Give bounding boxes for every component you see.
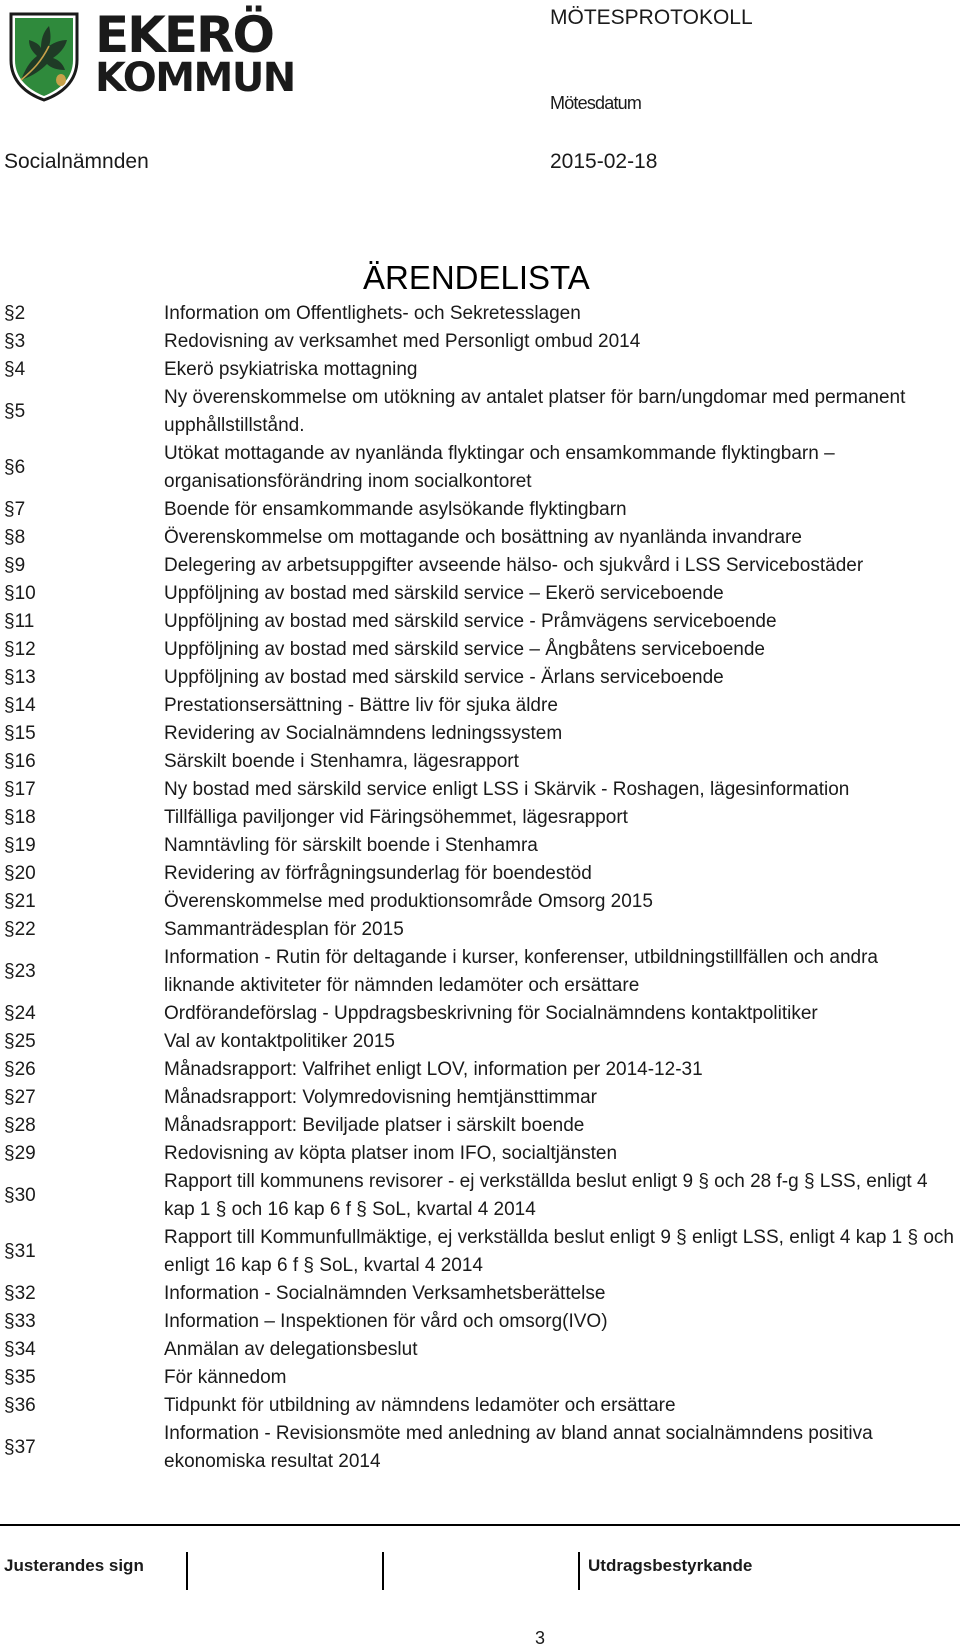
- agenda-item: [0, 1028, 960, 1056]
- paragraph-number: §10: [4, 583, 36, 604]
- agenda-item: [0, 720, 960, 748]
- agenda-item-title: Information - Revisionsmöte med anledning av bland annat socialnämndens positiva ekonomiska resultat 2014: [164, 1423, 873, 1472]
- agenda-item: [0, 664, 960, 692]
- paragraph-number: §34: [4, 1339, 36, 1360]
- agenda-item: [0, 1056, 960, 1084]
- agenda-item-title: För kännedom: [164, 1367, 287, 1388]
- agenda-title: ÄRENDELISTA: [363, 259, 590, 296]
- agenda-item-title: Överenskommelse med produktionsområde Omsorg 2015: [164, 891, 653, 912]
- agenda-item-title: Anmälan av delegationsbeslut: [164, 1339, 418, 1360]
- paragraph-number: §30: [4, 1185, 36, 1206]
- agenda-item: [0, 636, 960, 664]
- agenda-item-title: Särskilt boende i Stenhamra, lägesrapport: [164, 751, 519, 772]
- paragraph-number: §3: [4, 331, 26, 352]
- paragraph-number: §18: [4, 807, 36, 828]
- paragraph-number: §23: [4, 961, 36, 982]
- document-type: MÖTESPROTOKOLL: [550, 6, 753, 29]
- agenda-item-title: Sammanträdesplan för 2015: [164, 919, 404, 940]
- agenda-item: [0, 496, 960, 524]
- agenda-item: [0, 944, 960, 1000]
- extract-certification-label: Utdragsbestyrkande: [588, 1556, 753, 1575]
- agenda-item-title: Information - Socialnämnden Verksamhetsberättelse: [164, 1283, 606, 1304]
- agenda-item-title: Månadsrapport: Valfrihet enligt LOV, information per 2014-12-31: [164, 1059, 703, 1080]
- agenda-item-title: Ny bostad med särskild service enligt LSS i Skärvik - Roshagen, lägesinformation: [164, 779, 850, 800]
- paragraph-number: §13: [4, 667, 36, 688]
- paragraph-number: §16: [4, 751, 36, 772]
- paragraph-number: §2: [4, 303, 26, 324]
- agenda-item-title: Information om Offentlighets- och Sekretesslagen: [164, 303, 581, 324]
- paragraph-number: §20: [4, 863, 36, 884]
- paragraph-number: §8: [4, 527, 26, 548]
- municipality-logo: [7, 6, 295, 102]
- page-number: 3: [535, 1628, 546, 1648]
- agenda-item-title: Uppföljning av bostad med särskild service – Ångbåtens serviceboende: [164, 639, 765, 660]
- meeting-date-label: Mötesdatum: [550, 93, 642, 113]
- paragraph-number: §36: [4, 1395, 36, 1416]
- paragraph-number: §17: [4, 779, 36, 800]
- paragraph-number: §32: [4, 1283, 36, 1304]
- paragraph-number: §27: [4, 1087, 36, 1108]
- agenda-item: [0, 580, 960, 608]
- agenda-item: [0, 1336, 960, 1364]
- agenda-item-title: Rapport till Kommunfullmäktige, ej verkställda beslut enligt 9 § enligt LSS, enligt 4 kap 1 § och enligt 16 kap 6 f § SoL, kvartal 4 2014: [164, 1227, 954, 1276]
- agenda-item-title: Revidering av Socialnämndens ledningssystem: [164, 723, 563, 744]
- signature-label: Justerandes sign: [4, 1556, 144, 1575]
- paragraph-number: §19: [4, 835, 36, 856]
- paragraph-number: §22: [4, 919, 36, 940]
- agenda-item: [0, 1140, 960, 1168]
- agenda-item-title: Prestationsersättning - Bättre liv för sjuka äldre: [164, 695, 558, 716]
- paragraph-number: §26: [4, 1059, 36, 1080]
- agenda-item-title: Val av kontaktpolitiker 2015: [164, 1031, 395, 1052]
- paragraph-number: §24: [4, 1003, 36, 1024]
- agenda-item: [0, 608, 960, 636]
- meeting-date: 2015-02-18: [550, 150, 658, 173]
- agenda-item: [0, 1364, 960, 1392]
- agenda-item-title: Tidpunkt för utbildning av nämndens ledamöter och ersättare: [164, 1395, 676, 1416]
- agenda-item-title: Ordförandeförslag - Uppdragsbeskrivning för Socialnämndens kontaktpolitiker: [164, 1003, 818, 1024]
- paragraph-number: §9: [4, 555, 26, 576]
- agenda-item-title: Månadsrapport: Volymredovisning hemtjänsttimmar: [164, 1087, 597, 1108]
- agenda-item: [0, 1112, 960, 1140]
- paragraph-number: §29: [4, 1143, 36, 1164]
- agenda-item: [0, 1420, 960, 1476]
- agenda-item: [0, 888, 960, 916]
- agenda-item: [0, 692, 960, 720]
- agenda-item: [0, 1084, 960, 1112]
- agenda-item-title: Överenskommelse om mottagande och bosättning av nyanlända invandrare: [164, 527, 802, 548]
- agenda-item: [0, 552, 960, 580]
- agenda-item-title: Revidering av förfrågningsunderlag för boendestöd: [164, 863, 592, 884]
- agenda-item: [0, 1000, 960, 1028]
- logo-line-ekero: EKERÖ: [95, 6, 274, 64]
- agenda-item-title: Uppföljning av bostad med särskild service – Ekerö serviceboende: [164, 583, 724, 604]
- agenda-item: [0, 1168, 960, 1224]
- agenda-item-title: Tillfälliga paviljonger vid Färingsöhemmet, lägesrapport: [164, 807, 628, 828]
- paragraph-number: §14: [4, 695, 36, 716]
- agenda-item: [0, 860, 960, 888]
- agenda-item: [0, 748, 960, 776]
- agenda-item: [0, 916, 960, 944]
- agenda-item-title: Information – Inspektionen för vård och omsorg(IVO): [164, 1311, 608, 1332]
- paragraph-number: §28: [4, 1115, 36, 1136]
- oak-leaf-shield-icon: [7, 10, 81, 102]
- agenda-item-title: Uppföljning av bostad med särskild service - Pråmvägens serviceboende: [164, 611, 777, 632]
- paragraph-number: §15: [4, 723, 36, 744]
- agenda-item: [0, 356, 960, 384]
- agenda-item: [0, 384, 960, 440]
- agenda-item: [0, 776, 960, 804]
- paragraph-number: §5: [4, 401, 26, 422]
- paragraph-number: §11: [4, 611, 35, 632]
- paragraph-number: §33: [4, 1311, 36, 1332]
- agenda-item: [0, 1224, 960, 1280]
- agenda-item-title: Delegering av arbetsuppgifter avseende hälso- och sjukvård i LSS Servicebostäder: [164, 555, 864, 576]
- agenda-item: [0, 832, 960, 860]
- agenda-item: [0, 804, 960, 832]
- footer-divider: [0, 1524, 960, 1526]
- agenda-item-title: Ekerö psykiatriska mottagning: [164, 359, 418, 380]
- paragraph-number: §4: [4, 359, 26, 380]
- agenda-item-title: Namntävling för särskilt boende i Stenhamra: [164, 835, 538, 856]
- committee-name: Socialnämnden: [4, 150, 149, 173]
- agenda-item-title: Information - Rutin för deltagande i kurser, konferenser, utbildningstillfällen och andra liknande aktiviteter för nämnden ledamöter och ersättare: [164, 947, 878, 996]
- paragraph-number: §37: [4, 1437, 36, 1458]
- agenda-item-title: Ny överenskommelse om utökning av antalet platser för barn/ungdomar med permanent upphållstillstånd.: [164, 387, 906, 436]
- paragraph-number: §6: [4, 457, 26, 478]
- agenda-item: [0, 524, 960, 552]
- agenda-item: [0, 300, 960, 328]
- agenda-item-title: Utökat mottagande av nyanlända flyktingar och ensamkommande flyktingbarn – organisationsförändring inom socialkontoret: [164, 443, 835, 492]
- signature-box-divider: [578, 1552, 580, 1590]
- agenda-item-title: Redovisning av köpta platser inom IFO, socialtjänsten: [164, 1143, 618, 1164]
- agenda-item: [0, 1280, 960, 1308]
- agenda-item-title: Rapport till kommunens revisorer - ej verkställda beslut enligt 9 § och 28 f-g § LSS, enligt 4 kap 1 § och 16 kap 6 f § SoL, kvartal 4 2014: [164, 1171, 928, 1220]
- agenda-item: [0, 328, 960, 356]
- paragraph-number: §25: [4, 1031, 36, 1052]
- agenda-item: [0, 440, 960, 496]
- agenda-list: [0, 300, 960, 1476]
- agenda-item-title: Uppföljning av bostad med särskild service - Ärlans serviceboende: [164, 667, 724, 688]
- paragraph-number: §7: [4, 499, 26, 520]
- agenda-item-title: Boende för ensamkommande asylsökande flyktingbarn: [164, 499, 627, 520]
- paragraph-number: §12: [4, 639, 36, 660]
- agenda-item-title: Redovisning av verksamhet med Personligt ombud 2014: [164, 331, 641, 352]
- agenda-item: [0, 1392, 960, 1420]
- paragraph-number: §35: [4, 1367, 36, 1388]
- signature-box-divider: [382, 1552, 384, 1590]
- paragraph-number: §21: [4, 891, 36, 912]
- paragraph-number: §31: [4, 1241, 36, 1262]
- logo-wordmark: [95, 6, 295, 101]
- agenda-item: [0, 1308, 960, 1336]
- signature-box-divider: [186, 1552, 188, 1590]
- logo-line-kommun: KOMMUN: [95, 55, 295, 101]
- agenda-item-title: Månadsrapport: Beviljade platser i särskilt boende: [164, 1115, 585, 1136]
